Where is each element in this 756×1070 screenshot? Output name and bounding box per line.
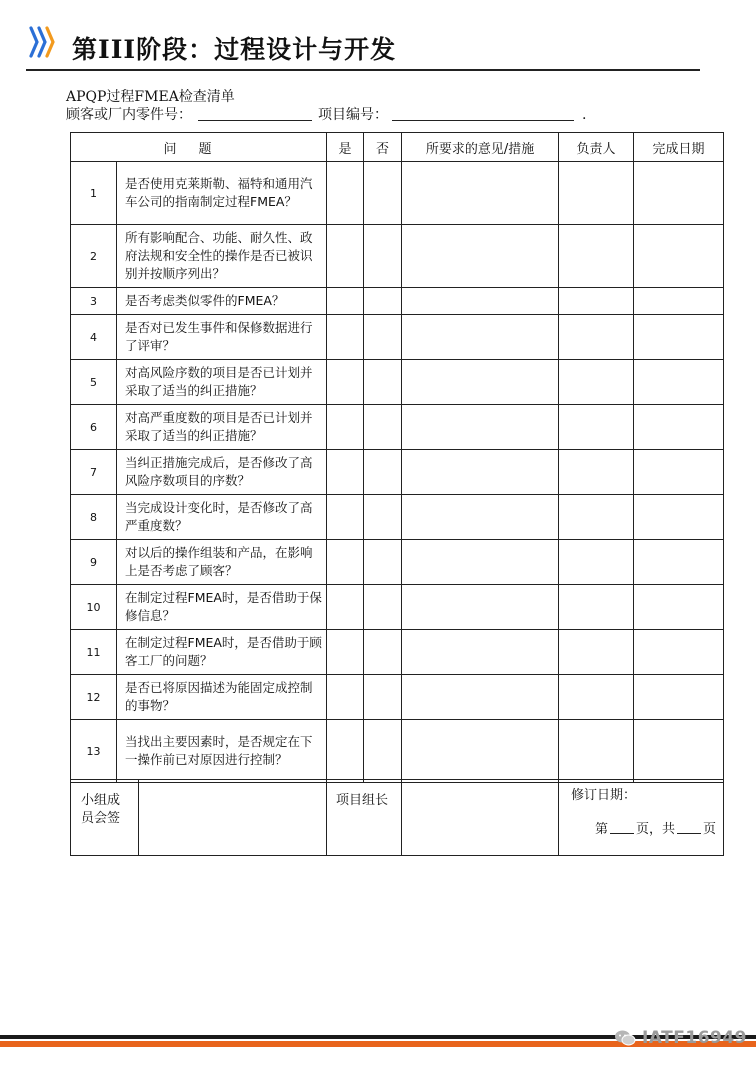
chevron-stripes-logo [28, 24, 62, 60]
no-cell[interactable] [364, 540, 402, 585]
date-cell[interactable] [634, 405, 724, 450]
title-divider [26, 69, 700, 71]
project-number-label: 项目编号： [318, 107, 388, 123]
question-text: 当找出主要因素时，是否规定在下一操作前已对原因进行控制？ [117, 720, 327, 783]
owner-cell[interactable] [559, 675, 634, 720]
row-number: 8 [71, 495, 117, 540]
no-cell[interactable] [364, 162, 402, 225]
yes-cell[interactable] [327, 585, 364, 630]
row-number: 10 [71, 585, 117, 630]
page-mid: 页，共 [636, 822, 676, 837]
comment-cell[interactable] [402, 450, 559, 495]
row-number: 9 [71, 540, 117, 585]
owner-cell[interactable] [559, 585, 634, 630]
comment-cell[interactable] [402, 288, 559, 315]
header-comment: 所要求的意见/措施 [402, 133, 559, 162]
comment-cell[interactable] [402, 162, 559, 225]
page-number-field[interactable] [610, 821, 634, 834]
row-number: 2 [71, 225, 117, 288]
table-row [71, 585, 724, 630]
question-text: 对高风险序数的项目是否已计划并采取了适当的纠正措施？ [117, 360, 327, 405]
question-text: 在制定过程FMEA时，是否借助于保修信息？ [117, 585, 327, 630]
owner-cell[interactable] [559, 162, 634, 225]
header-question: 问题 [71, 133, 327, 162]
signature-row [71, 780, 724, 856]
table-row [71, 405, 724, 450]
watermark-text: IATF16949 [642, 1028, 748, 1048]
no-cell[interactable] [364, 450, 402, 495]
project-number-field[interactable] [392, 108, 574, 121]
question-text: 是否对已发生事件和保修数据进行了评审？ [117, 315, 327, 360]
question-text: 是否考虑类似零件的FMEA？ [117, 288, 327, 315]
table-row [71, 288, 724, 315]
yes-cell[interactable] [327, 630, 364, 675]
page-prefix: 第 [595, 822, 609, 837]
form-fields [66, 104, 586, 124]
date-cell[interactable] [634, 450, 724, 495]
owner-cell[interactable] [559, 540, 634, 585]
comment-cell[interactable] [402, 720, 559, 783]
no-cell[interactable] [364, 630, 402, 675]
date-cell[interactable] [634, 675, 724, 720]
owner-cell[interactable] [559, 225, 634, 288]
table-row [71, 720, 724, 783]
question-text: 对高严重度数的项目是否已计划并采取了适当的纠正措施？ [117, 405, 327, 450]
yes-cell[interactable] [327, 540, 364, 585]
project-number-tail: . [582, 107, 587, 123]
owner-cell[interactable] [559, 315, 634, 360]
row-number: 13 [71, 720, 117, 783]
table-row [71, 315, 724, 360]
page-total-field[interactable] [677, 821, 701, 834]
yes-cell[interactable] [327, 675, 364, 720]
date-cell[interactable] [634, 162, 724, 225]
yes-cell[interactable] [327, 360, 364, 405]
yes-cell[interactable] [327, 225, 364, 288]
yes-cell[interactable] [327, 405, 364, 450]
table-row [71, 675, 724, 720]
comment-cell[interactable] [402, 630, 559, 675]
question-text: 是否已将原因描述为能固定成控制的事物？ [117, 675, 327, 720]
signature-table [70, 779, 724, 856]
owner-cell[interactable] [559, 495, 634, 540]
row-number: 3 [71, 288, 117, 315]
owner-cell[interactable] [559, 288, 634, 315]
owner-cell[interactable] [559, 360, 634, 405]
page-count [595, 818, 716, 837]
table-header-row [71, 133, 724, 162]
comment-cell[interactable] [402, 585, 559, 630]
question-text: 当完成设计变化时，是否修改了高严重度数？ [117, 495, 327, 540]
date-cell[interactable] [634, 720, 724, 783]
checklist-table [70, 132, 724, 783]
no-cell[interactable] [364, 720, 402, 783]
form-name: APQP过程FMEA检查清单 [66, 89, 235, 105]
members-sign-field[interactable] [139, 780, 327, 856]
comment-cell[interactable] [402, 315, 559, 360]
date-cell[interactable] [634, 540, 724, 585]
question-text: 在制定过程FMEA时，是否借助于顾客工厂的问题？ [117, 630, 327, 675]
question-text: 是否使用克莱斯勒、福特和通用汽车公司的指南制定过程FMEA？ [117, 162, 327, 225]
owner-cell[interactable] [559, 720, 634, 783]
table-row [71, 360, 724, 405]
no-cell[interactable] [364, 225, 402, 288]
members-sign-label: 小组成员会签 [71, 780, 139, 856]
yes-cell[interactable] [327, 162, 364, 225]
table-row [71, 225, 724, 288]
no-cell[interactable] [364, 360, 402, 405]
comment-cell[interactable] [402, 540, 559, 585]
no-cell[interactable] [364, 495, 402, 540]
owner-cell[interactable] [559, 405, 634, 450]
comment-cell[interactable] [402, 225, 559, 288]
yes-cell[interactable] [327, 315, 364, 360]
no-cell[interactable] [364, 585, 402, 630]
owner-cell[interactable] [559, 630, 634, 675]
comment-cell[interactable] [402, 495, 559, 540]
header-date: 完成日期 [634, 133, 724, 162]
row-number: 5 [71, 360, 117, 405]
leader-sign-field[interactable] [402, 780, 559, 856]
date-cell[interactable] [634, 360, 724, 405]
row-number: 12 [71, 675, 117, 720]
question-text: 对以后的操作组装和产品，在影响上是否考虑了顾客？ [117, 540, 327, 585]
revision-cell [559, 780, 724, 856]
comment-cell[interactable] [402, 405, 559, 450]
no-cell[interactable] [364, 675, 402, 720]
table-row [71, 540, 724, 585]
header-yes: 是 [327, 133, 364, 162]
page-suffix: 页 [703, 822, 717, 837]
comment-cell[interactable] [402, 360, 559, 405]
row-number: 7 [71, 450, 117, 495]
question-text: 所有影响配合、功能、耐久性、政府法规和安全性的操作是否已被识别并按顺序列出？ [117, 225, 327, 288]
date-cell[interactable] [634, 288, 724, 315]
question-text: 当纠正措施完成后，是否修改了高风险序数项目的序数？ [117, 450, 327, 495]
yes-cell[interactable] [327, 288, 364, 315]
yes-cell[interactable] [327, 495, 364, 540]
header-no: 否 [364, 133, 402, 162]
table-row [71, 630, 724, 675]
no-cell[interactable] [364, 315, 402, 360]
date-cell[interactable] [634, 630, 724, 675]
header-owner: 负责人 [559, 133, 634, 162]
no-cell[interactable] [364, 288, 402, 315]
revision-date-label: 修订日期： [571, 788, 637, 803]
date-cell[interactable] [634, 495, 724, 540]
watermark [614, 1028, 747, 1048]
row-number: 1 [71, 162, 117, 225]
table-row [71, 162, 724, 225]
leader-label: 项目组长 [327, 780, 402, 856]
row-number: 11 [71, 630, 117, 675]
table-row [71, 495, 724, 540]
row-number: 4 [71, 315, 117, 360]
owner-cell[interactable] [559, 450, 634, 495]
date-cell[interactable] [634, 585, 724, 630]
row-number: 6 [71, 405, 117, 450]
date-cell[interactable] [634, 225, 724, 288]
date-cell[interactable] [634, 315, 724, 360]
part-number-label: 顾客或厂内零件号： [66, 107, 192, 123]
yes-cell[interactable] [327, 450, 364, 495]
page-title: 第III阶段：过程设计与开发 [72, 35, 397, 64]
table-row [71, 450, 724, 495]
wechat-icon [614, 1029, 636, 1047]
no-cell[interactable] [364, 405, 402, 450]
part-number-field[interactable] [198, 108, 312, 121]
yes-cell[interactable] [327, 720, 364, 783]
comment-cell[interactable] [402, 675, 559, 720]
